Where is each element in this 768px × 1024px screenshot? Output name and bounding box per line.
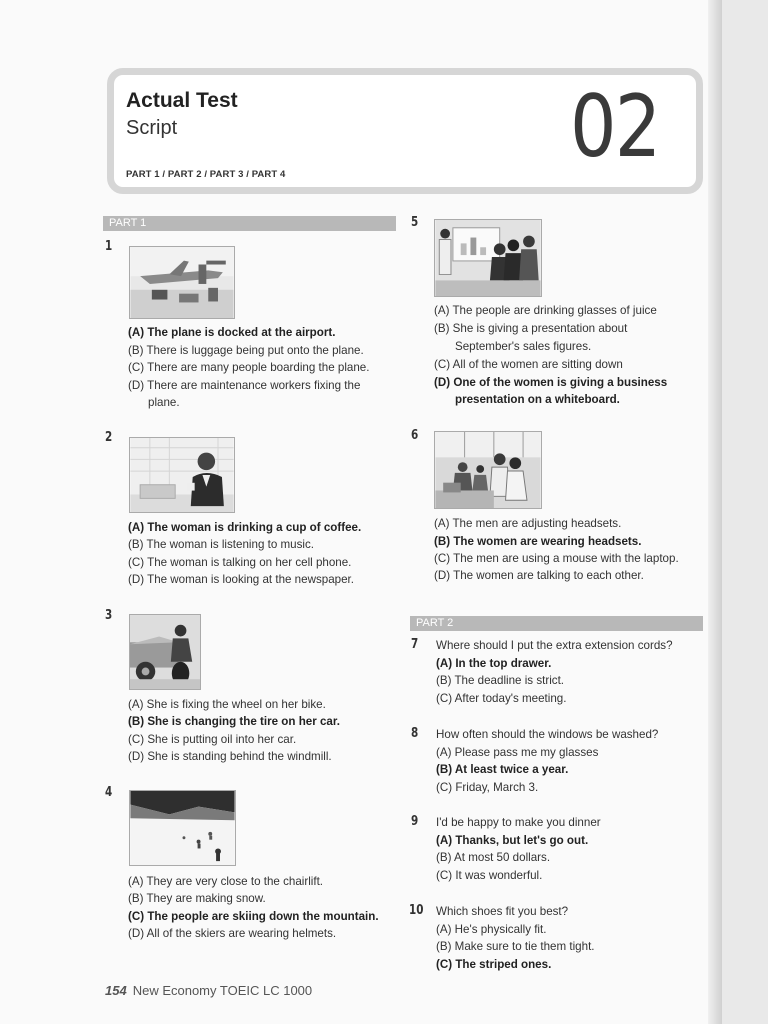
q3-option-b: (B) She is changing the tire on her car.	[128, 715, 340, 728]
q7-option-a: (A) In the top drawer.	[436, 657, 552, 670]
part2-label: PART 2	[410, 616, 703, 631]
q1-option-d-cont: plane.	[148, 396, 180, 409]
q9-number: 9	[411, 814, 419, 829]
q6-number: 6	[411, 428, 419, 443]
skiers-mountain-photo	[129, 790, 236, 866]
q8-question: How often should the windows be washed?	[436, 728, 659, 741]
woman-coffee-photo	[129, 437, 235, 513]
woman-tire-photo	[129, 614, 201, 690]
q5-option-d: (D) One of the women is giving a business	[434, 376, 668, 389]
q7-option-c: (C) After today's meeting.	[436, 692, 567, 705]
office-headsets-photo	[434, 431, 542, 509]
q5-option-b-cont: September's sales figures.	[455, 340, 592, 353]
q8-option-c: (C) Friday, March 3.	[436, 781, 539, 794]
q1-number: 1	[105, 239, 113, 254]
page-number: 154	[105, 983, 127, 998]
q5-option-c: (C) All of the women are sitting down	[434, 358, 623, 371]
q10-number: 10	[409, 903, 424, 918]
q9-option-c: (C) It was wonderful.	[436, 869, 543, 882]
q10-option-a: (A) He's physically fit.	[436, 923, 547, 936]
footer	[105, 983, 312, 998]
q1-option-c: (C) There are many people boarding the plane.	[128, 361, 370, 374]
q9-option-b: (B) At most 50 dollars.	[436, 851, 551, 864]
q8-option-b: (B) At least twice a year.	[436, 763, 569, 776]
q1-option-a: (A) The plane is docked at the airport.	[128, 326, 336, 339]
q3-option-d: (D) She is standing behind the windmill.	[128, 750, 332, 763]
page-edge	[708, 0, 722, 1024]
q7-option-b: (B) The deadline is strict.	[436, 674, 565, 687]
q3-option-c: (C) She is putting oil into her car.	[128, 733, 297, 746]
q4-option-b: (B) They are making snow.	[128, 892, 266, 905]
q9-question: I'd be happy to make you dinner	[436, 816, 601, 829]
q1-option-b: (B) There is luggage being put onto the plane.	[128, 344, 364, 357]
q4-option-a: (A) They are very close to the chairlift.	[128, 875, 324, 888]
q2-option-c: (C) The woman is talking on her cell phone.	[128, 556, 352, 569]
header-test-number: 02	[570, 77, 660, 177]
q1-option-d: (D) There are maintenance workers fixing the	[128, 379, 361, 392]
q5-option-b: (B) She is giving a presentation about	[434, 322, 628, 335]
part1-label: PART 1	[103, 216, 396, 231]
q6-option-d: (D) The women are talking to each other.	[434, 569, 644, 582]
q2-number: 2	[105, 430, 113, 445]
q5-option-a: (A) The people are drinking glasses of juice	[434, 304, 657, 317]
airport-plane-photo	[129, 246, 235, 319]
q6-option-b: (B) The women are wearing headsets.	[434, 535, 642, 548]
q2-option-a: (A) The woman is drinking a cup of coffee.	[128, 521, 362, 534]
q2-option-d: (D) The woman is looking at the newspaper.	[128, 573, 354, 586]
header-title: Actual Test	[126, 89, 238, 112]
q6-option-c: (C) The men are using a mouse with the laptop.	[434, 552, 679, 565]
q9-option-a: (A) Thanks, but let's go out.	[436, 834, 589, 847]
q7-number: 7	[411, 637, 419, 652]
q6-option-a: (A) The men are adjusting headsets.	[434, 517, 622, 530]
q8-number: 8	[411, 726, 419, 741]
q3-number: 3	[105, 608, 113, 623]
q7-question: Where should I put the extra extension cords?	[436, 639, 673, 652]
q2-option-b: (B) The woman is listening to music.	[128, 538, 314, 551]
business-presentation-photo	[434, 219, 542, 297]
q5-number: 5	[411, 215, 419, 230]
q4-option-c: (C) The people are skiing down the mountain.	[128, 910, 379, 923]
q8-option-a: (A) Please pass me my glasses	[436, 746, 599, 759]
book-title: New Economy TOEIC LC 1000	[132, 983, 313, 998]
q4-number: 4	[105, 785, 113, 800]
q10-option-b: (B) Make sure to tie them tight.	[436, 940, 595, 953]
header-parts: PART 1 / PART 2 / PART 3 / PART 4	[126, 169, 286, 180]
q4-option-d: (D) All of the skiers are wearing helmets.	[128, 927, 337, 940]
q10-question: Which shoes fit you best?	[436, 905, 569, 918]
header-subtitle: Script	[126, 117, 178, 139]
q10-option-c: (C) The striped ones.	[436, 958, 552, 971]
q5-option-d-cont: presentation on a whiteboard.	[455, 393, 620, 406]
q3-option-a: (A) She is fixing the wheel on her bike.	[128, 698, 326, 711]
header-box	[107, 68, 703, 194]
